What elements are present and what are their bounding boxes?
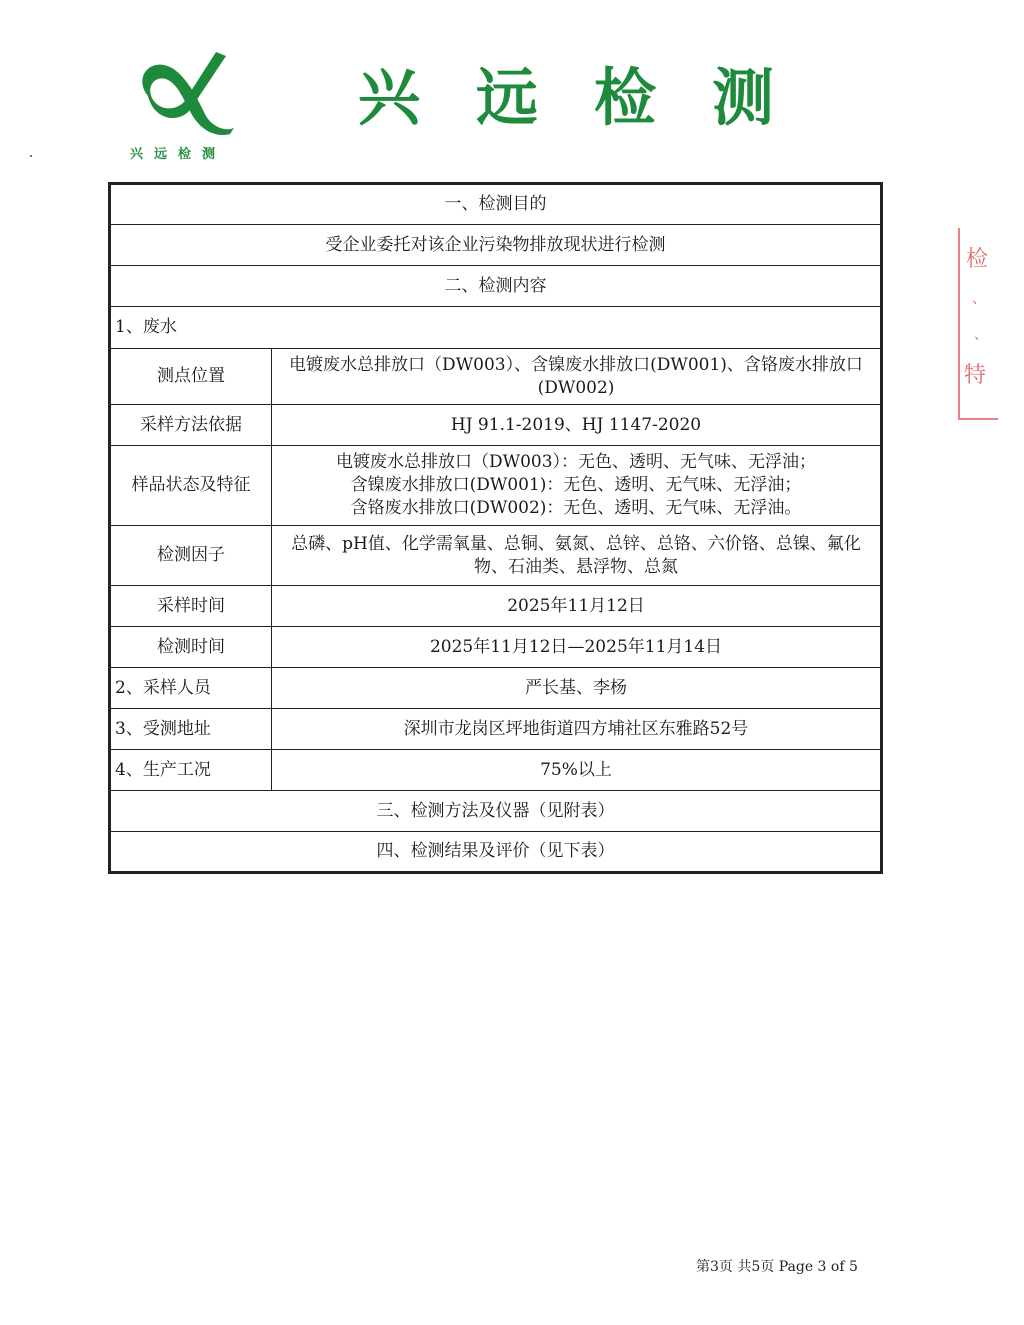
testing-period-value: 2025年11月12日—2025年11月14日	[272, 627, 882, 668]
logo-subtitle: 兴远检测	[130, 147, 227, 162]
row-label: 检测因子	[110, 526, 272, 586]
table-row	[110, 446, 882, 526]
sampling-date-value: 2025年11月12日	[272, 586, 882, 627]
sample-state-line: 含镍废水排放口(DW001)：无色、透明、无气味、无浮油；	[350, 475, 802, 495]
table-row	[110, 266, 882, 307]
sample-state-value	[272, 446, 882, 526]
row-label: 采样时间	[110, 586, 272, 627]
table-row	[110, 349, 882, 405]
report-table	[108, 182, 883, 874]
table-row	[110, 184, 882, 225]
brand-title: 兴远检测	[358, 61, 831, 134]
section1-title: 一、检测目的	[110, 184, 882, 225]
red-seal-stamp: 检 、 、 特	[958, 228, 998, 420]
table-row	[110, 405, 882, 446]
sample-state-line: 电镀废水总排放口（DW003）：无色、透明、无气味、无浮油；	[335, 452, 817, 472]
section3-title: 三、检测方法及仪器（见附表）	[110, 791, 882, 832]
section4-title: 四、检测结果及评价（见下表）	[110, 832, 882, 873]
page-number: 第3页 共5页 Page 3 of 5	[696, 1259, 858, 1275]
row-label: 3、受测地址	[110, 709, 272, 750]
table-row	[110, 750, 882, 791]
wastewater-label: 1、废水	[110, 307, 882, 349]
table-row	[110, 307, 882, 349]
purpose-text: 受企业委托对该企业污染物排放现状进行检测	[110, 225, 882, 266]
table-row	[110, 709, 882, 750]
table-row	[110, 586, 882, 627]
test-factors-value: 总磷、pH值、化学需氧量、总铜、氨氮、总锌、总铬、六价铬、总镍、氟化物、石油类、悬浮物、总氮	[272, 526, 882, 586]
sampling-staff-value: 严长基、李杨	[272, 668, 882, 709]
table-row	[110, 225, 882, 266]
section2-title: 二、检测内容	[110, 266, 882, 307]
sample-state-line: 含铬废水排放口(DW002)：无色、透明、无气味、无浮油。	[350, 498, 802, 518]
monitoring-points-value: 电镀废水总排放口（DW003）、含镍废水排放口(DW001)、含铬废水排放口(DW002)	[272, 349, 882, 405]
table-row	[110, 526, 882, 586]
table-row	[110, 668, 882, 709]
row-label: 测点位置	[110, 349, 272, 405]
row-label: 4、生产工况	[110, 750, 272, 791]
address-value: 深圳市龙岗区坪地街道四方埔社区东雅路52号	[272, 709, 882, 750]
table-row	[110, 832, 882, 873]
row-label: 采样方法依据	[110, 405, 272, 446]
row-label: 样品状态及特征	[110, 446, 272, 526]
table-row	[110, 791, 882, 832]
table-row	[110, 627, 882, 668]
production-condition-value: 75%以上	[272, 750, 882, 791]
row-label: 检测时间	[110, 627, 272, 668]
row-label: 2、采样人员	[110, 668, 272, 709]
sampling-method-value: HJ 91.1-2019、HJ 1147-2020	[272, 405, 882, 446]
scan-speck	[30, 155, 32, 157]
